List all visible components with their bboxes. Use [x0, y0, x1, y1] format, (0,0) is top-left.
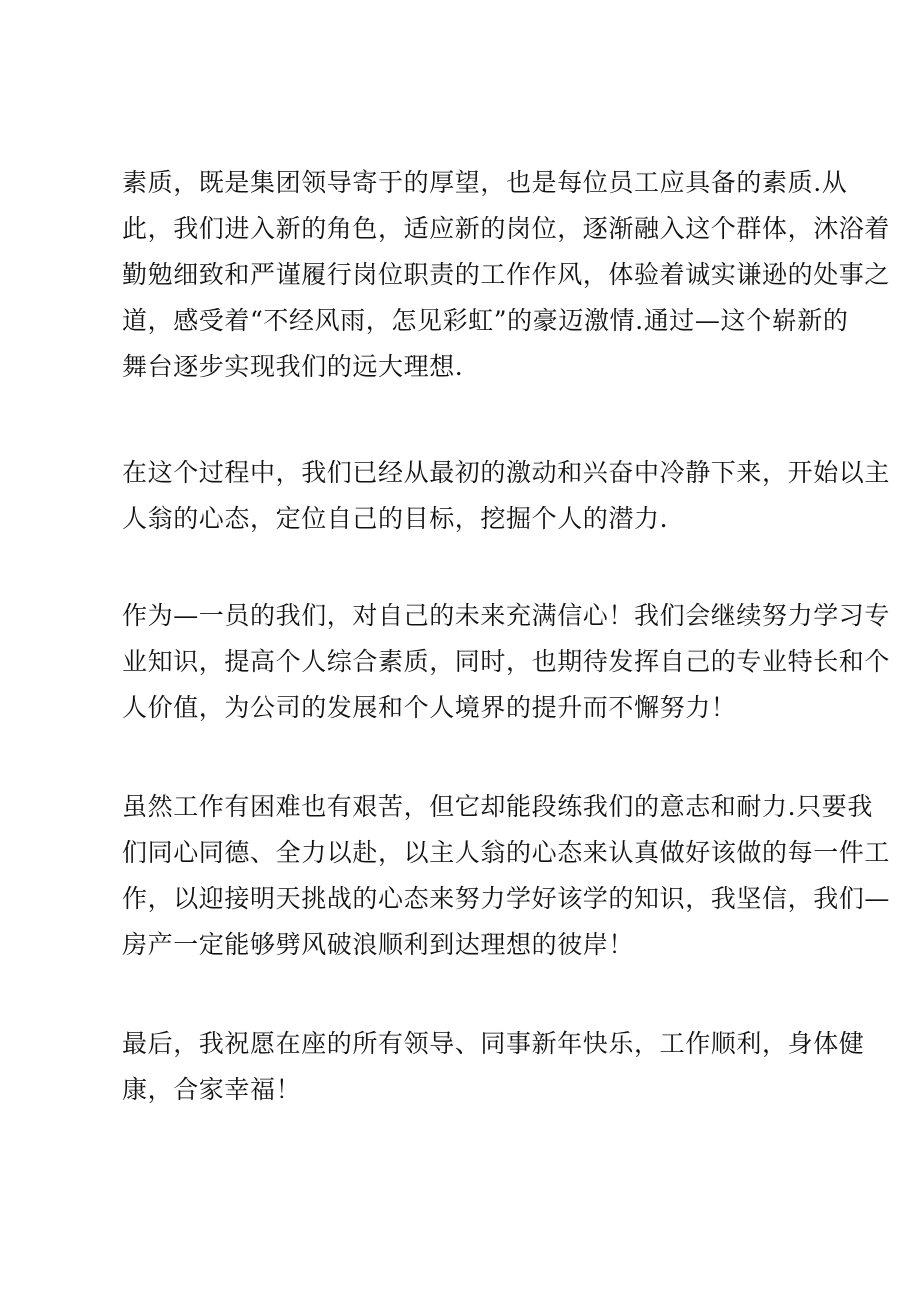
text-line: 们同心同德、全力以赴，以主人翁的心态来认真做好该做的每一件工 [122, 838, 891, 867]
paragraph-4 [122, 784, 891, 968]
text-line: 作为—一员的我们，对自己的未来充满信心！我们会继续努力学习专 [122, 601, 891, 630]
paragraph-1 [122, 160, 891, 390]
text-line: 房产一定能够劈风破浪顺利到达理想的彼岸！ [122, 930, 635, 959]
text-line: 人翁的心态，定位自己的目标，挖掘个人的潜力. [122, 504, 669, 533]
paragraph-3 [122, 593, 891, 731]
text-line: 在这个过程中，我们已经从最初的激动和兴奋中冷静下来，开始以主 [122, 458, 891, 487]
paragraph-2 [122, 450, 891, 542]
text-line: 作，以迎接明天挑战的心态来努力学好该学的知识，我坚信，我们— [122, 884, 891, 913]
text-line: 人价值，为公司的发展和个人境界的提升而不懈努力！ [122, 693, 737, 722]
text-line: 康，合家幸福！ [122, 1075, 302, 1104]
text-line: 此，我们进入新的角色，适应新的岗位，逐渐融入这个群体，沐浴着 [122, 214, 891, 243]
text-line: 最后，我祝愿在座的所有领导、同事新年快乐，工作顺利，身体健 [122, 1029, 865, 1058]
paragraph-5 [122, 1021, 865, 1113]
text-line: 舞台逐步实现我们的远大理想. [122, 352, 464, 381]
text-line: 道，感受着“不经风雨，怎见彩虹”的豪迈激情.通过—这个崭新的 [122, 306, 849, 335]
text-line: 素质，既是集团领导寄于的厚望，也是每位员工应具备的素质.从 [122, 168, 848, 197]
text-line: 虽然工作有困难也有艰苦，但它却能段练我们的意志和耐力.只要我 [122, 792, 873, 821]
text-line: 勤勉细致和严谨履行岗位职责的工作作风，体验着诚实谦逊的处事之 [122, 260, 891, 289]
text-line: 业知识，提高个人综合素质，同时，也期待发挥自己的专业特长和个 [122, 647, 891, 676]
